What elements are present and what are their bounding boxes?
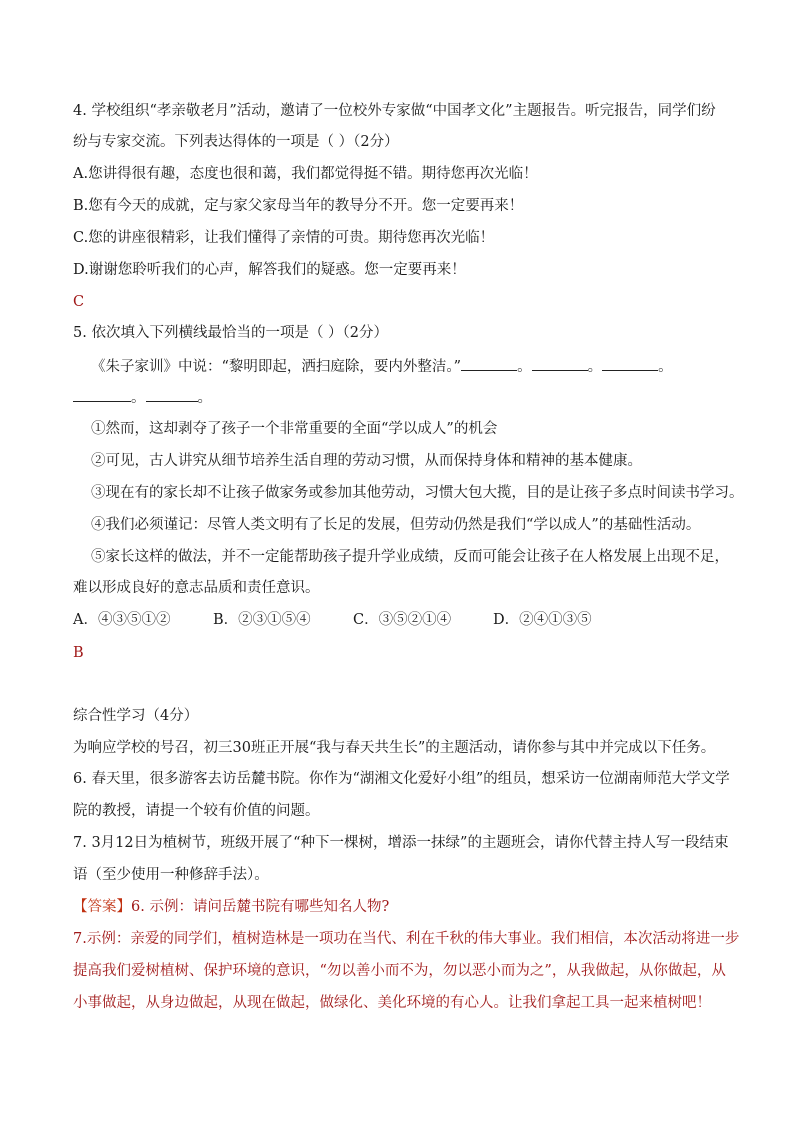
q4-option-d: D.谢谢您聆听我们的心声，解答我们的疑惑。您一定要再来！ [73,262,466,278]
q6-line-2: 院的教授，请提一个较有价值的问题。 [73,803,320,819]
q4-answer: C [73,294,85,310]
answer-7-line-3: 小事做起，从身边做起，从现在做起，做绿化、美化环境的有心人。让我们拿起工具一起来植树吧！ [73,995,711,1011]
section-intro: 为响应学校的号召，初三30班正开展“我与春天共生长”的主题活动，请你参与其中并完成以下任务。 [73,740,716,756]
q4-stem-line-2: 纷与专家交流。下列表达得体的一项是（ ）（2分） [73,134,399,150]
q5-answer: B [73,645,84,661]
q4-option-a: A.您讲得很有趣，态度也很和蔼，我们都觉得挺不错。期待您再次光临！ [73,166,538,182]
answer-line-6 [73,897,389,917]
q6-line-1: 6. 春天里，很多游客去访岳麓书院。你作为“湖湘文化爱好小组”的组员，想采访一位湖南师范大学文学 [73,771,730,787]
q4-stem-line-1: 4. 学校组织“孝亲敬老月”活动，邀请了一位校外专家做“中国孝文化”主题报告。听完报告，同学们纷 [73,103,716,119]
q5-stem: 5. 依次填入下列横线最恰当的一项是（ ）（2分） [73,325,389,341]
q5-sentence-2: ②可见，古人讲究从细节培养生活自理的劳动习惯，从而保持身体和精神的基本健康。 [91,453,642,469]
section-title: 综合性学习（4分） [73,708,199,724]
q5-option-d: D．②④①③⑤ [493,612,592,628]
q4-option-c: C.您的讲座很精彩，让我们懂得了亲情的可贵。期待您再次光临！ [73,230,495,246]
q5-blank-3 [602,356,658,371]
q5-blank-4 [73,387,131,402]
q5-sep-1: 。 [517,359,532,375]
q5-blanks-line-2 [73,387,212,408]
q5-blank-1 [461,356,517,371]
q5-quote-line [91,356,673,377]
q5-sep-2: 。 [587,359,603,375]
q5-sep-5: 。 [197,390,212,406]
q5-options [73,610,592,630]
q5-option-c: C．③⑤②①④ [353,612,452,628]
q5-blank-2 [532,356,588,371]
answer-7-line-1: 7.示例：亲爱的同学们，植树造林是一项功在当代、利在千秋的伟大事业。我们相信，本次活动将进一步 [73,931,740,947]
q5-quote: 《朱子家训》中说：“黎明即起，洒扫庭除，要内外整洁。” [91,359,462,375]
answer-6: 6. 示例：请问岳麓书院有哪些知名人物? [131,899,390,915]
q5-sep-4: 。 [131,390,146,406]
q5-blank-5 [146,387,198,402]
q5-sentence-1: ①然而，这却剥夺了孩子一个非常重要的全面“学以成人”的机会 [91,421,498,437]
q5-sentence-5-cont: 难以形成良好的意志品质和责任意识。 [73,580,320,596]
q5-sentence-3: ③现在有的家长却不让孩子做家务或参加其他劳动，习惯大包大揽，目的是让孩子多点时间读书学习。 [91,485,744,501]
q5-sentence-4: ④我们必须谨记：尽管人类文明有了长足的发展，但劳动仍然是我们“学以成人”的基础性活动。 [91,517,701,533]
q5-option-a: A．④③⑤①② [73,612,171,628]
q5-sentence-5: ⑤家长这样的做法，并不一定能帮助孩子提升学业成绩，反而可能会让孩子在人格发展上出现不足， [91,549,729,565]
q5-sep-3: 。 [658,359,673,375]
q5-option-b: B．②③①⑤④ [213,612,311,628]
q7-line-2: 语（至少使用一种修辞手法）。 [73,867,269,883]
q4-option-b: B.您有今天的成就，定与家父家母当年的教导分不开。您一定要再来！ [73,198,524,214]
answer-label: 【答案】 [73,899,131,915]
q7-line-1: 7. 3月12日为植树节，班级开展了“种下一棵树，增添一抹绿”的主题班会，请你代替主持人写一段结束 [73,835,729,851]
answer-7-line-2: 提高我们爱树植树、保护环境的意识，“勿以善小而不为，勿以恶小而为之”，从我做起，从你做起，从 [73,963,726,979]
